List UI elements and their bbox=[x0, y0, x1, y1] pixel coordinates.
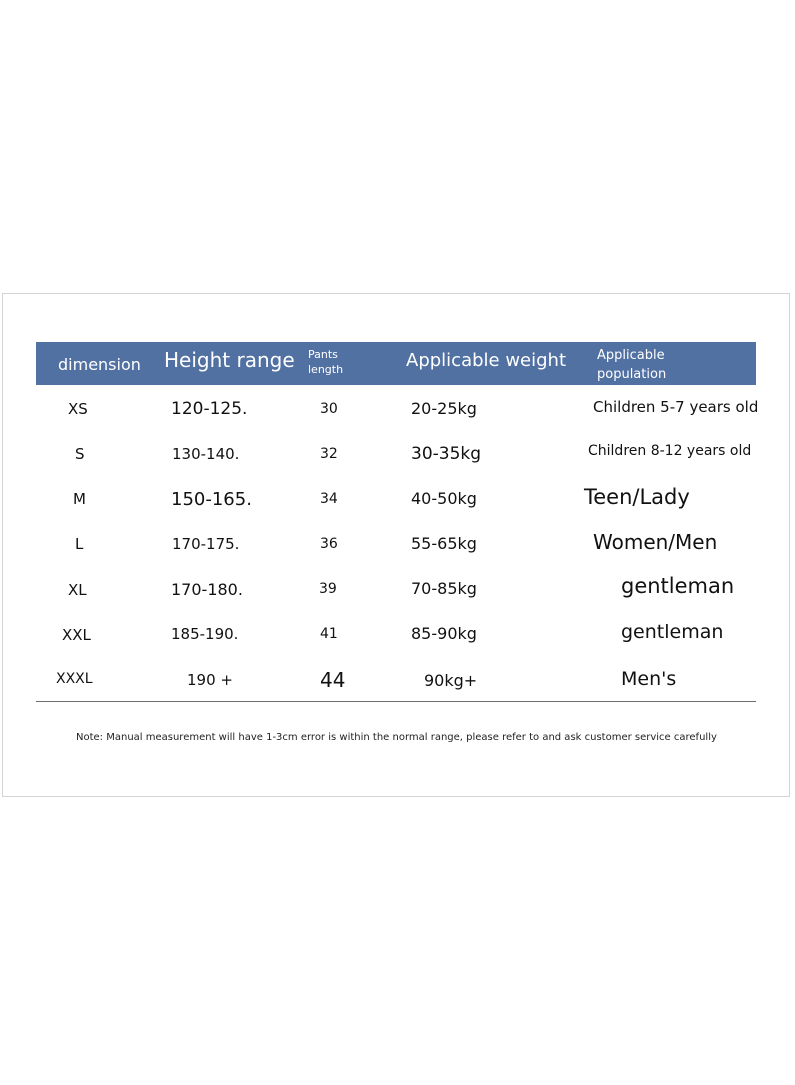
cell-population: Children 8-12 years old bbox=[588, 443, 752, 459]
header-dimension: dimension bbox=[58, 355, 141, 374]
cell-height: 170-175. bbox=[172, 535, 240, 553]
cell-pants-length: 34 bbox=[320, 491, 338, 507]
cell-weight: 70-85kg bbox=[411, 579, 477, 598]
header-population-line1: Applicable bbox=[597, 348, 665, 363]
cell-weight: 55-65kg bbox=[411, 534, 477, 553]
cell-size: S bbox=[75, 445, 85, 463]
cell-size: XXL bbox=[62, 626, 91, 644]
header-pants-length bbox=[308, 347, 343, 377]
cell-height: 170-180. bbox=[171, 580, 243, 599]
header-population-line2: population bbox=[597, 367, 667, 382]
header-pants-length-line1: Pants bbox=[308, 348, 338, 361]
measurement-note: Note: Manual measurement will have 1-3cm error is within the normal range, please refer to and ask customer service carefully bbox=[76, 732, 717, 743]
cell-height: 190 + bbox=[187, 671, 233, 689]
cell-pants-length: 36 bbox=[320, 536, 338, 552]
cell-pants-length: 39 bbox=[319, 581, 337, 597]
cell-weight: 90kg+ bbox=[424, 671, 478, 690]
cell-population: Women/Men bbox=[593, 530, 718, 554]
cell-height: 120-125. bbox=[171, 399, 248, 419]
cell-size: M bbox=[73, 490, 86, 508]
cell-size: XL bbox=[68, 581, 87, 599]
table-bottom-divider bbox=[36, 701, 756, 702]
cell-size: XS bbox=[68, 400, 88, 418]
header-applicable-population bbox=[597, 346, 666, 384]
header-pants-length-line2: length bbox=[308, 363, 344, 376]
cell-population: gentleman bbox=[621, 621, 724, 643]
cell-height: 130-140. bbox=[172, 445, 240, 463]
cell-weight: 85-90kg bbox=[411, 624, 477, 643]
header-height-range: Height range bbox=[164, 348, 295, 372]
cell-size: XXXL bbox=[56, 671, 93, 687]
cell-population: Children 5-7 years old bbox=[593, 398, 759, 416]
header-applicable-weight: Applicable weight bbox=[406, 350, 567, 371]
cell-pants-length: 41 bbox=[320, 626, 338, 642]
cell-weight: 30-35kg bbox=[411, 444, 482, 464]
cell-pants-length: 32 bbox=[320, 446, 338, 462]
cell-pants-length: 44 bbox=[320, 668, 346, 692]
cell-weight: 20-25kg bbox=[411, 399, 477, 418]
cell-population: gentleman bbox=[621, 574, 735, 598]
cell-weight: 40-50kg bbox=[411, 489, 477, 508]
cell-pants-length: 30 bbox=[320, 401, 338, 417]
cell-population: Teen/Lady bbox=[584, 485, 690, 509]
cell-height: 185-190. bbox=[171, 625, 239, 643]
cell-height: 150-165. bbox=[171, 489, 252, 510]
cell-size: L bbox=[75, 535, 84, 553]
cell-population: Men's bbox=[621, 668, 677, 690]
